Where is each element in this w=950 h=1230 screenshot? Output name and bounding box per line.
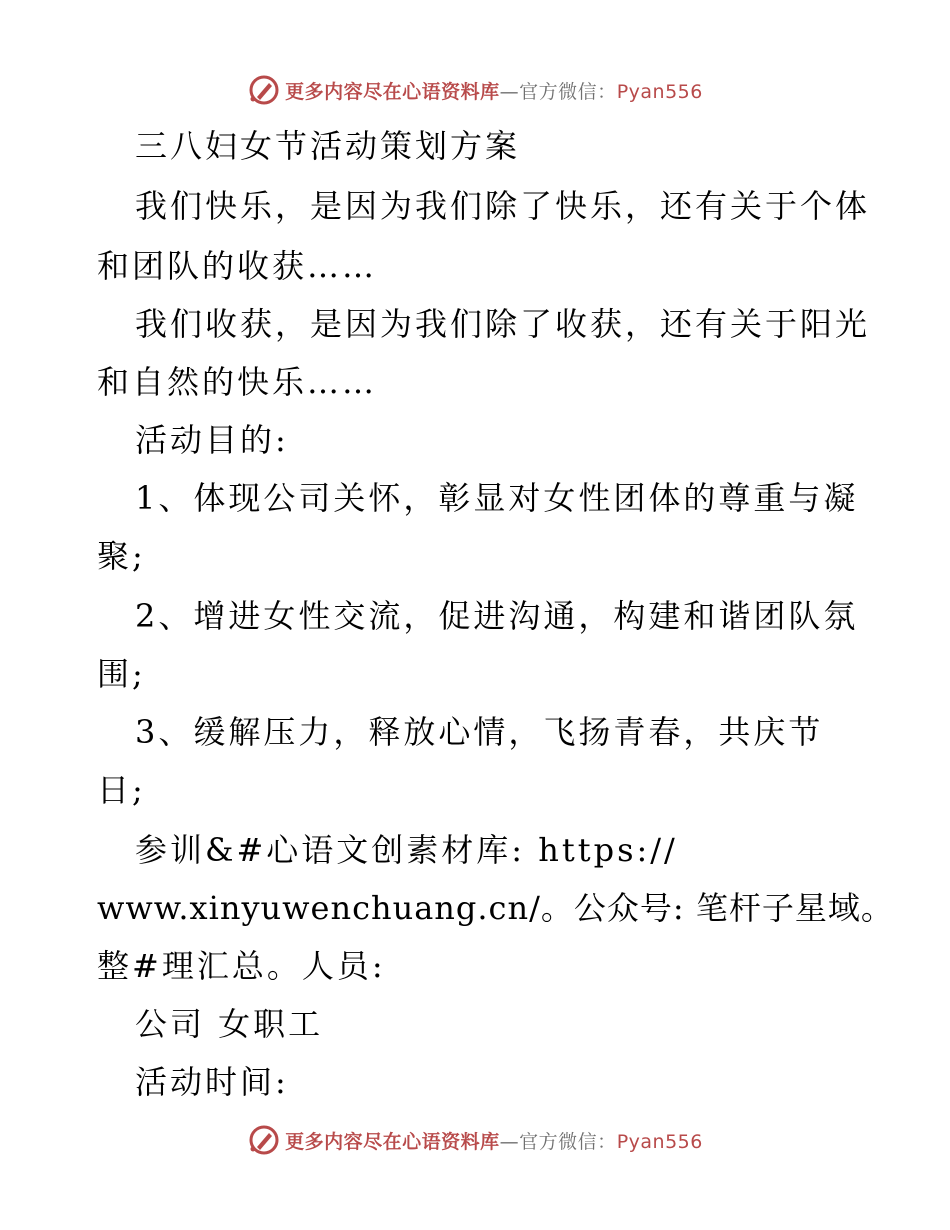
- watermark-wechat-id: Pyan556: [616, 1130, 703, 1153]
- paragraph-line: 整#理汇总。人员:: [97, 947, 386, 985]
- paragraph-line: www.xinyuwenchuang.cn/。公众号: 笔杆子星域。: [97, 889, 894, 927]
- watermark-wechat-id: Pyan556: [616, 80, 703, 103]
- watermark-main-text: 更多内容尽在心语资料库: [285, 1130, 500, 1153]
- list-item: 1、体现公司关怀，彰显对女性团体的尊重与凝: [135, 479, 859, 517]
- paragraph-line: 我们快乐，是因为我们除了快乐，还有关于个体: [135, 187, 871, 225]
- section-heading: 活动目的:: [135, 421, 289, 459]
- watermark-official: 官方微信：: [519, 1130, 617, 1153]
- header-watermark: [0, 70, 950, 110]
- list-item-continuation: 聚;: [97, 537, 146, 575]
- section-heading: 活动时间:: [135, 1063, 289, 1101]
- document-title: 三八妇女节活动策划方案: [135, 127, 521, 165]
- paragraph-line: 我们收获，是因为我们除了收获，还有关于阳光: [135, 305, 871, 343]
- paragraph-line: 和自然的快乐……: [97, 363, 378, 401]
- watermark-main-text: 更多内容尽在心语资料库: [285, 80, 500, 103]
- paragraph-line: 参训&#心语文创素材库: https://: [135, 831, 678, 869]
- watermark-dash: —: [499, 80, 520, 103]
- footer-watermark: [0, 1120, 950, 1160]
- watermark-official: 官方微信：: [519, 80, 617, 103]
- watermark-dash: —: [499, 1130, 520, 1153]
- list-item-continuation: 日;: [97, 771, 146, 809]
- paragraph-line: 公司 女职工: [135, 1005, 324, 1043]
- list-item-continuation: 围;: [97, 655, 146, 693]
- pen-nib-logo-icon: [247, 1123, 281, 1157]
- pen-nib-logo-icon: [247, 73, 281, 107]
- paragraph-line: 和团队的收获……: [97, 247, 378, 285]
- list-item: 3、缓解压力，释放心情，飞扬青春，共庆节: [135, 713, 824, 751]
- list-item: 2、增进女性交流，促进沟通，构建和谐团队氛: [135, 597, 859, 635]
